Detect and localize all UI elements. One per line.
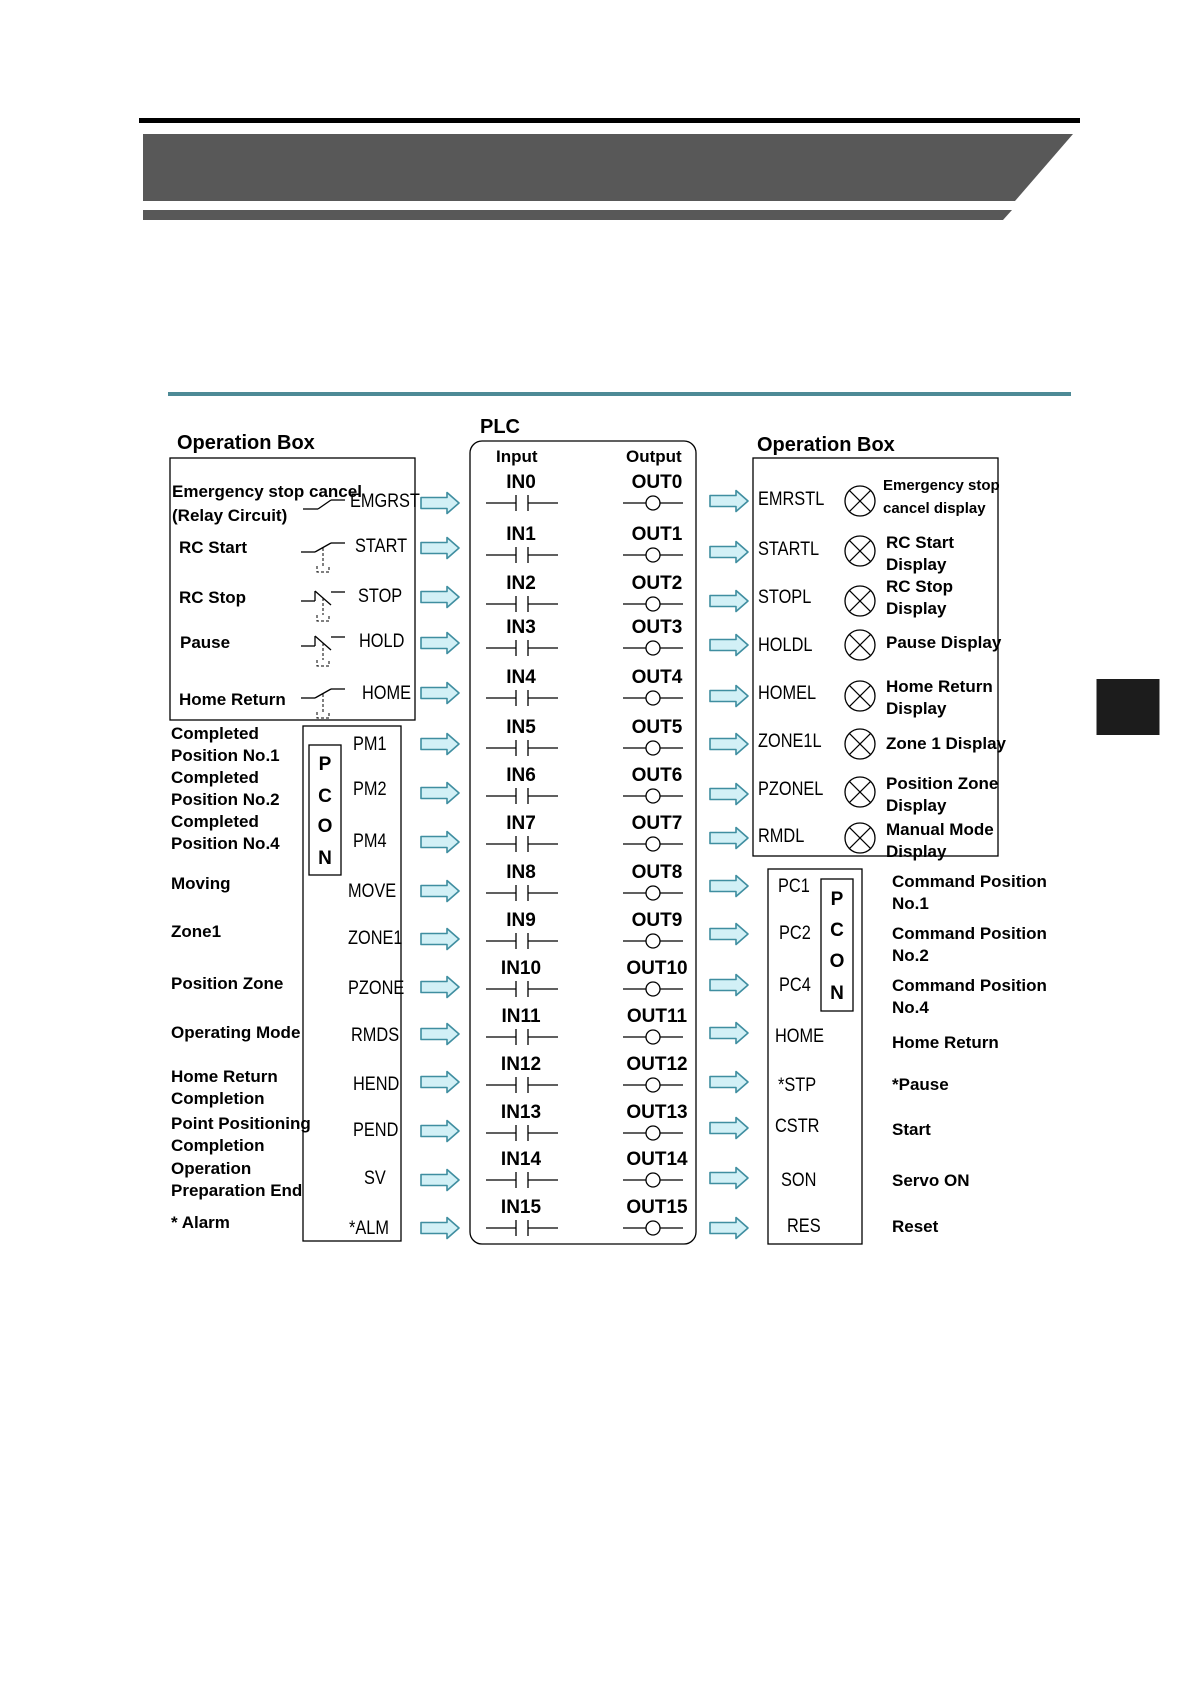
plc-output-label-11: OUT11 xyxy=(626,1006,688,1027)
plc-input-label-8: IN8 xyxy=(506,862,536,883)
right-pcon-signal-7: RES xyxy=(787,1216,821,1237)
right-op-label-4-0: Home Return xyxy=(886,677,993,696)
output-arrow-0 xyxy=(710,491,748,512)
input-arrow-13 xyxy=(421,1121,459,1142)
input-arrow-1 xyxy=(421,538,459,559)
output-arrow-13 xyxy=(710,1118,748,1139)
left-pcon-signal-10: *ALM xyxy=(349,1218,389,1239)
right-op-signal-6: PZONEL xyxy=(758,779,824,800)
input-arrow-2 xyxy=(421,587,459,608)
right-op-lamp-6 xyxy=(845,777,875,807)
plc-output-coil-2 xyxy=(623,597,683,611)
left-pcon-label-5-0: Position Zone xyxy=(171,974,284,993)
left-pcon-label-1-1: Position No.2 xyxy=(171,790,280,809)
right-pcon-label-0-1: No.1 xyxy=(892,894,929,913)
plc-input-contact-10 xyxy=(486,981,558,997)
plc-input-contact-4 xyxy=(486,690,558,706)
left-pcon-letter-0: P xyxy=(318,754,332,775)
output-arrow-4 xyxy=(710,686,748,707)
start-pushbutton-symbol xyxy=(301,543,345,572)
left-pcon-label-9-1: Preparation End xyxy=(171,1181,303,1200)
plc-input-contact-12 xyxy=(486,1077,558,1093)
left-pcon-signal-9: SV xyxy=(364,1168,386,1189)
plc-output-label-14: OUT14 xyxy=(626,1149,688,1170)
plc-input-contact-2 xyxy=(486,596,558,612)
left-pcon-label-1-0: Completed xyxy=(171,768,259,787)
input-arrow-14 xyxy=(421,1170,459,1191)
right-op-label-3-0: Pause Display xyxy=(886,633,1002,652)
plc-output-label-6: OUT6 xyxy=(631,765,683,786)
left-op-signal-0: EMGRST xyxy=(350,491,420,512)
plc-output-coil-7 xyxy=(623,837,683,851)
plc-output-header: Output xyxy=(626,447,682,466)
right-pcon-signal-3: HOME xyxy=(775,1026,825,1047)
left-op-signal-4: HOME xyxy=(362,683,412,704)
plc-output-label-1: OUT1 xyxy=(631,524,683,545)
indicator-lamps xyxy=(845,486,875,853)
plc-output-label-2: OUT2 xyxy=(631,573,683,594)
plc-output-label-10: OUT10 xyxy=(626,958,688,979)
plc-output-coil-4 xyxy=(623,691,683,705)
plc-input-label-15: IN15 xyxy=(500,1197,542,1218)
left-pcon-label-2-0: Completed xyxy=(171,812,259,831)
plc-output-label-4: OUT4 xyxy=(631,667,683,688)
plc-input-label-11: IN11 xyxy=(501,1006,541,1027)
right-op-signal-1: STARTL xyxy=(758,539,820,560)
input-arrow-15 xyxy=(421,1218,459,1239)
plc-output-label-12: OUT12 xyxy=(626,1054,688,1075)
plc-input-label-0: IN0 xyxy=(506,472,536,493)
left-op-signal-3: HOLD xyxy=(359,631,405,652)
plc-input-label-14: IN14 xyxy=(500,1149,542,1170)
plc-output-coil-12 xyxy=(623,1078,683,1092)
left-pcon-label-2-1: Position No.4 xyxy=(171,834,280,853)
left-pcon-label-4-0: Zone1 xyxy=(171,922,222,941)
left-op-label-1-0: RC Start xyxy=(179,538,248,557)
output-arrow-10 xyxy=(710,975,748,996)
output-arrow-7 xyxy=(710,828,748,849)
right-op-lamp-0 xyxy=(845,486,875,516)
left-pcon-signal-1: PM2 xyxy=(353,779,387,800)
right-pcon-letter-2: O xyxy=(829,951,845,972)
output-arrow-5 xyxy=(710,734,748,755)
right-op-label-4-1: Display xyxy=(886,699,947,718)
left-pcon-signal-7: HEND xyxy=(353,1074,400,1095)
output-arrow-1 xyxy=(710,542,748,563)
plc-input-label-13: IN13 xyxy=(500,1102,542,1123)
left-pcon-letter-3: N xyxy=(318,848,332,869)
output-arrow-8 xyxy=(710,876,748,897)
right-op-label-2-1: Display xyxy=(886,599,947,618)
plc-output-coil-14 xyxy=(623,1173,683,1187)
plc-input-contact-8 xyxy=(486,885,558,901)
input-arrow-8 xyxy=(421,881,459,902)
plc-input-label-9: IN9 xyxy=(506,910,536,931)
plc-output-coil-8 xyxy=(623,886,683,900)
left-op-label-0-0: Emergency stop cancel xyxy=(172,482,362,501)
left-pcon-label-0-0: Completed xyxy=(171,724,259,743)
input-arrow-11 xyxy=(421,1024,459,1045)
right-op-signal-7: RMDL xyxy=(758,826,805,847)
plc-output-label-9: OUT9 xyxy=(631,910,683,931)
input-arrow-0 xyxy=(421,493,459,514)
plc-output-label-0: OUT0 xyxy=(631,472,683,493)
left-pcon-signal-2: PM4 xyxy=(353,831,387,852)
plc-output-coil-10 xyxy=(623,982,683,996)
right-op-label-1-1: Display xyxy=(886,555,947,574)
right-pcon-label-7-0: Reset xyxy=(892,1217,939,1236)
input-arrow-group xyxy=(421,493,459,1239)
plc-input-label-2: IN2 xyxy=(506,573,536,594)
plc-input-label-1: IN1 xyxy=(506,524,536,545)
right-pcon-signal-4: *STP xyxy=(778,1075,817,1096)
plc-input-contact-15 xyxy=(486,1220,558,1236)
plc-output-label-3: OUT3 xyxy=(631,617,683,638)
plc-output-coil-6 xyxy=(623,789,683,803)
output-arrow-11 xyxy=(710,1023,748,1044)
right-op-lamp-4 xyxy=(845,681,875,711)
plc-output-coil-3 xyxy=(623,641,683,655)
plc-input-contact-5 xyxy=(486,740,558,756)
input-arrow-5 xyxy=(421,734,459,755)
plc-output-coil-5 xyxy=(623,741,683,755)
plc-input-contact-7 xyxy=(486,836,558,852)
plc-input-label-10: IN10 xyxy=(500,958,542,979)
left-pcon-signal-0: PM1 xyxy=(353,734,387,755)
input-arrow-10 xyxy=(421,977,459,998)
right-pcon-label-2-1: No.4 xyxy=(892,998,929,1017)
right-op-lamp-5 xyxy=(845,729,875,759)
left-pcon-label-8-0: Point Positioning xyxy=(171,1114,311,1133)
left-op-signal-1: START xyxy=(355,536,408,557)
plc-input-label-7: IN7 xyxy=(506,813,536,834)
output-arrow-6 xyxy=(710,784,748,805)
left-pcon-letter-1: C xyxy=(318,786,332,807)
plc-input-contact-0 xyxy=(486,495,558,511)
left-pcon-label-10-0: * Alarm xyxy=(171,1213,230,1232)
right-op-signal-5: ZONE1L xyxy=(758,731,822,752)
right-op-signal-4: HOMEL xyxy=(758,683,817,704)
right-pcon-letter-1: C xyxy=(830,920,844,941)
output-arrow-12 xyxy=(710,1072,748,1093)
output-arrow-14 xyxy=(710,1168,748,1189)
right-op-lamp-7 xyxy=(845,823,875,853)
right-operation-box-title: Operation Box xyxy=(757,434,895,456)
right-pcon-label-0-0: Command Position xyxy=(892,872,1047,891)
right-pcon-label-2-0: Command Position xyxy=(892,976,1047,995)
left-pcon-label-6-0: Operating Mode xyxy=(171,1023,301,1042)
right-pcon-letter-0: P xyxy=(830,889,844,910)
plc-output-coil-11 xyxy=(623,1030,683,1044)
right-pcon-label-1-0: Command Position xyxy=(892,924,1047,943)
output-arrow-group xyxy=(710,491,748,1239)
left-pcon-signal-6: RMDS xyxy=(351,1025,400,1046)
right-pcon-label-3-0: Home Return xyxy=(892,1033,999,1052)
right-op-signal-0: EMRSTL xyxy=(758,489,825,510)
right-pcon-label-5-0: Start xyxy=(892,1120,931,1139)
right-op-label-0-1: cancel display xyxy=(883,500,986,517)
plc-input-label-3: IN3 xyxy=(506,617,536,638)
hold-pushbutton-symbol xyxy=(301,636,345,666)
right-op-label-7-1: Display xyxy=(886,842,947,861)
left-operation-box-title: Operation Box xyxy=(177,432,315,454)
right-op-label-6-1: Display xyxy=(886,796,947,815)
right-pcon-label-1-1: No.2 xyxy=(892,946,929,965)
input-arrow-3 xyxy=(421,633,459,654)
plc-input-header: Input xyxy=(496,447,538,466)
output-arrow-9 xyxy=(710,924,748,945)
plc-output-coil-1 xyxy=(623,548,683,562)
input-arrow-6 xyxy=(421,783,459,804)
right-pcon-label-4-0: *Pause xyxy=(892,1075,949,1094)
plc-output-coil-13 xyxy=(623,1126,683,1140)
left-pcon-label-3-0: Moving xyxy=(171,874,231,893)
left-op-label-2-0: RC Stop xyxy=(179,588,247,607)
plc-output-coil-9 xyxy=(623,934,683,948)
right-op-lamp-1 xyxy=(845,536,875,566)
right-op-signal-3: HOLDL xyxy=(758,635,813,656)
plc-title: PLC xyxy=(480,416,520,438)
input-arrow-12 xyxy=(421,1072,459,1093)
left-pcon-signal-5: PZONE xyxy=(348,978,405,999)
plc-input-label-12: IN12 xyxy=(500,1054,542,1075)
output-arrow-3 xyxy=(710,635,748,656)
plc-input-contact-6 xyxy=(486,788,558,804)
right-op-label-0-0: Emergency stop xyxy=(883,477,1000,494)
left-pcon-letter-2: O xyxy=(317,816,333,837)
input-arrow-7 xyxy=(421,832,459,853)
left-op-label-4-0: Home Return xyxy=(179,690,286,709)
home-pushbutton-symbol xyxy=(301,689,345,718)
input-arrow-9 xyxy=(421,929,459,950)
output-arrow-15 xyxy=(710,1218,748,1239)
right-pcon-signal-6: SON xyxy=(781,1170,817,1191)
plc-input-label-4: IN4 xyxy=(506,667,536,688)
right-op-label-2-0: RC Stop xyxy=(886,577,954,596)
plc-input-contact-13 xyxy=(486,1125,558,1141)
output-arrow-2 xyxy=(710,591,748,612)
left-pcon-label-0-1: Position No.1 xyxy=(171,746,280,765)
right-op-label-6-0: Position Zone xyxy=(886,774,999,793)
right-op-label-5-0: Zone 1 Display xyxy=(886,734,1006,753)
plc-output-label-7: OUT7 xyxy=(631,813,683,834)
left-op-label-0-1: (Relay Circuit) xyxy=(172,506,288,525)
right-pcon-signal-1: PC2 xyxy=(779,923,811,944)
stop-pushbutton-symbol xyxy=(301,591,345,621)
right-pcon-signal-2: PC4 xyxy=(779,975,811,996)
plc-input-contact-1 xyxy=(486,547,558,563)
right-pcon-signal-5: CSTR xyxy=(775,1116,820,1137)
plc-input-label-5: IN5 xyxy=(506,717,536,738)
left-op-signal-2: STOP xyxy=(358,586,403,607)
right-op-label-1-0: RC Start xyxy=(886,533,955,552)
left-pcon-signal-8: PEND xyxy=(353,1120,399,1141)
left-pcon-signal-4: ZONE1 xyxy=(348,928,403,949)
input-arrow-4 xyxy=(421,683,459,704)
right-pcon-label-6-0: Servo ON xyxy=(892,1171,970,1190)
plc-output-coil-0 xyxy=(623,496,683,510)
plc-output-label-15: OUT15 xyxy=(626,1197,688,1218)
left-pcon-label-9-0: Operation xyxy=(171,1159,252,1178)
plc-output-coil-15 xyxy=(623,1221,683,1235)
right-op-lamp-3 xyxy=(845,630,875,660)
plc-input-contact-14 xyxy=(486,1172,558,1188)
plc-output-label-13: OUT13 xyxy=(626,1102,688,1123)
right-op-signal-2: STOPL xyxy=(758,587,812,608)
left-op-label-3-0: Pause xyxy=(180,633,231,652)
plc-output-label-8: OUT8 xyxy=(631,862,683,883)
right-pcon-signal-0: PC1 xyxy=(778,876,810,897)
plc-input-label-6: IN6 xyxy=(506,765,536,786)
plc-output-label-5: OUT5 xyxy=(631,717,683,738)
plc-input-contact-9 xyxy=(486,933,558,949)
right-op-label-7-0: Manual Mode xyxy=(886,820,994,839)
left-pcon-signal-3: MOVE xyxy=(348,881,397,902)
left-pcon-label-7-1: Completion xyxy=(171,1089,265,1108)
left-pcon-label-7-0: Home Return xyxy=(171,1067,278,1086)
right-pcon-letter-3: N xyxy=(830,983,844,1004)
plc-input-contact-11 xyxy=(486,1029,558,1045)
plc-input-contact-3 xyxy=(486,640,558,656)
right-op-lamp-2 xyxy=(845,586,875,616)
left-pcon-label-8-1: Completion xyxy=(171,1136,265,1155)
